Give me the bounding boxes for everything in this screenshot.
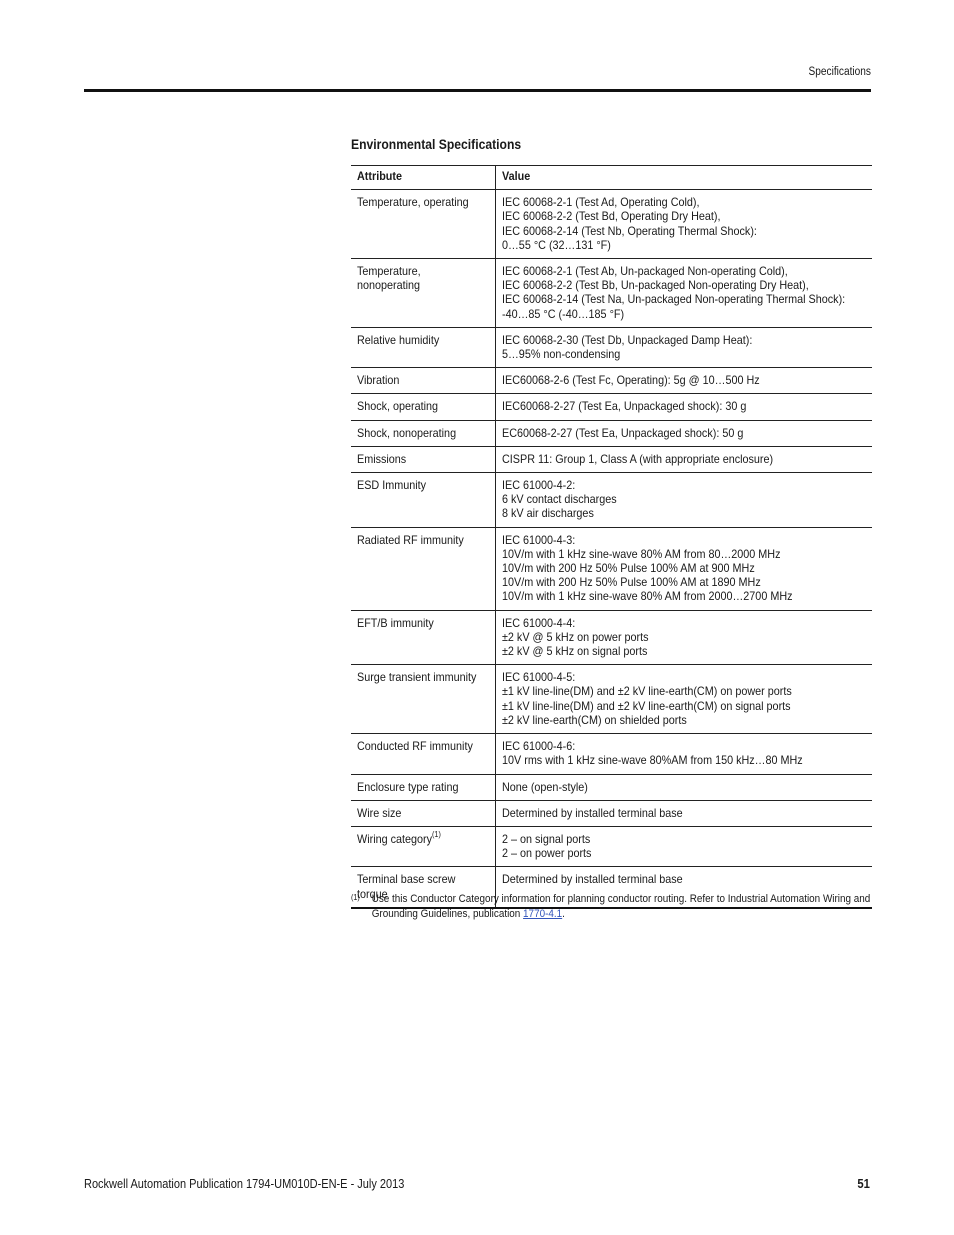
header-rule [84, 89, 871, 92]
table-row [351, 734, 872, 774]
table-row [351, 826, 872, 866]
value-cell [495, 826, 872, 866]
footnote-body [372, 892, 872, 922]
table-row [351, 190, 872, 259]
value-text: None (open-style) [501, 779, 588, 794]
attribute-cell [351, 394, 495, 420]
value-text: 10V rms with 1 kHz sine-wave 80%AM from 150 kHz…80 MHz [501, 753, 803, 768]
value-text: 2 – on signal ports [501, 831, 590, 846]
environmental-specifications-table [351, 165, 872, 909]
value-text: ±1 kV line-line(DM) and ±2 kV line-earth(CM) on power ports [501, 684, 792, 699]
footer-publication: Rockwell Automation Publication 1794-UM010D-EN-E - July 2013 [84, 1177, 405, 1191]
attribute-text: Vibration [357, 373, 400, 388]
footnote-text: Use this Conductor Category information for planning conductor routing. Refer to Industrial Automation Wiring and Grounding Guidelines, publication [371, 893, 871, 920]
attribute-text: torque [357, 886, 388, 901]
value-cell [495, 394, 872, 420]
value-text: 5…95% non-condensing [501, 347, 620, 362]
table-title: Environmental Specifications [351, 137, 522, 152]
value-cell [495, 774, 872, 800]
attribute-cell [351, 368, 495, 394]
value-text: IEC 60068-2-2 (Test Bd, Operating Dry Heat), [501, 209, 721, 224]
table-row [351, 665, 872, 734]
table-row [351, 774, 872, 800]
table-row [351, 610, 872, 665]
value-text: IEC 61000-4-4: [501, 615, 575, 630]
attribute-cell [351, 665, 495, 734]
page-header-section: Specifications [808, 66, 871, 78]
attribute-text: ESD Immunity [357, 478, 427, 493]
table-row [351, 527, 872, 610]
value-text: IEC 60068-2-14 (Test Nb, Operating Thermal Shock): [501, 223, 757, 238]
attribute-cell [351, 473, 495, 528]
attribute-text: Relative humidity [357, 332, 440, 347]
attribute-text: Temperature, operating [357, 195, 469, 210]
value-text: IEC60068-2-6 (Test Fc, Operating): 5g @ 10…500 Hz [501, 373, 760, 388]
value-text: -40…85 °C (-40…185 °F) [501, 306, 624, 321]
value-text: IEC 61000-4-2: [501, 478, 575, 493]
value-text: IEC 60068-2-30 (Test Db, Unpackaged Damp Heat): [501, 332, 752, 347]
page-number: 51 [857, 1177, 870, 1191]
value-text: ±1 kV line-line(DM) and ±2 kV line-earth(CM) on signal ports [501, 698, 791, 713]
attribute-text: Temperature, [357, 264, 421, 279]
table-row [351, 420, 872, 446]
value-cell [495, 446, 872, 472]
value-text: 10V/m with 200 Hz 50% Pulse 100% AM at 1890 MHz [501, 575, 761, 590]
table-row [351, 446, 872, 472]
value-text: IEC 60068-2-2 (Test Bb, Un-packaged Non-operating Dry Heat), [501, 278, 809, 293]
value-text: Determined by installed terminal base [501, 805, 683, 820]
value-text: 2 – on power ports [501, 846, 591, 861]
value-text: CISPR 11: Group 1, Class A (with appropriate enclosure) [501, 451, 773, 466]
attribute-cell [351, 446, 495, 472]
attribute-cell [351, 420, 495, 446]
value-text: IEC 60068-2-1 (Test Ab, Un-packaged Non-operating Cold), [501, 264, 788, 279]
attribute-cell [351, 774, 495, 800]
attribute-text: nonoperating [357, 278, 421, 293]
attribute-text: Shock, operating [357, 399, 439, 414]
attribute-text: Surge transient immunity [357, 670, 477, 685]
value-text: Determined by installed terminal base [501, 872, 683, 887]
table-row [351, 368, 872, 394]
value-text: IEC60068-2-27 (Test Ea, Unpackaged shock): 30 g [501, 399, 746, 414]
value-cell [495, 665, 872, 734]
value-text: IEC 60068-2-14 (Test Na, Un-packaged Non-operating Thermal Shock): [501, 292, 845, 307]
value-text: 10V/m with 1 kHz sine-wave 80% AM from 80…2000 MHz [501, 546, 781, 561]
value-cell [495, 368, 872, 394]
attribute-text: Conducted RF immunity [357, 739, 473, 754]
value-cell [495, 610, 872, 665]
table-row [351, 327, 872, 367]
attribute-text: Terminal base screw [357, 872, 456, 887]
value-text: IEC 61000-4-3: [501, 532, 575, 547]
attribute-cell [351, 527, 495, 610]
footnote-reference: (1) [432, 829, 441, 839]
table-row [351, 800, 872, 826]
value-cell [495, 800, 872, 826]
attribute-cell [351, 826, 495, 866]
table-row [351, 394, 872, 420]
value-cell [495, 327, 872, 367]
value-text: 10V/m with 200 Hz 50% Pulse 100% AM at 900 MHz [501, 561, 755, 576]
value-text: ±2 kV @ 5 kHz on power ports [501, 629, 649, 644]
value-cell [495, 473, 872, 528]
value-text: IEC 61000-4-6: [501, 739, 575, 754]
attribute-text: Radiated RF immunity [357, 532, 464, 547]
attribute-text: Shock, nonoperating [357, 425, 457, 440]
footnote-end: . [562, 908, 565, 920]
value-text: 0…55 °C (32…131 °F) [501, 237, 611, 252]
value-text: IEC 61000-4-5: [501, 670, 575, 685]
value-text: EC60068-2-27 (Test Ea, Unpackaged shock): 50 g [501, 425, 743, 440]
column-header-attribute: Attribute [351, 166, 495, 190]
value-text: 6 kV contact discharges [501, 492, 617, 507]
value-cell [495, 190, 872, 259]
publication-link[interactable]: 1770-4.1 [523, 908, 563, 920]
attribute-text: Wire size [357, 805, 402, 820]
attribute-text: Wiring category$^{(1)}$ [357, 829, 441, 846]
value-text: 8 kV air discharges [501, 506, 594, 521]
footnote-mark: (1) [351, 893, 360, 902]
value-text: ±2 kV @ 5 kHz on signal ports [501, 644, 647, 659]
table-header-row [351, 166, 872, 190]
value-cell [495, 420, 872, 446]
value-text: 10V/m with 1 kHz sine-wave 80% AM from 2000…2700 MHz [501, 589, 793, 604]
attribute-cell [351, 259, 495, 328]
table-row [351, 259, 872, 328]
value-cell [495, 259, 872, 328]
attribute-cell [351, 610, 495, 665]
attribute-cell [351, 734, 495, 774]
attribute-cell [351, 327, 495, 367]
attribute-cell [351, 190, 495, 259]
value-cell [495, 734, 872, 774]
attribute-text: EFT/B immunity [357, 615, 434, 630]
table-row [351, 473, 872, 528]
value-text: IEC 60068-2-1 (Test Ad, Operating Cold), [501, 195, 700, 210]
attribute-text: Emissions [357, 451, 407, 466]
value-cell [495, 527, 872, 610]
attribute-text: Enclosure type rating [357, 779, 459, 794]
attribute-cell [351, 800, 495, 826]
value-text: ±2 kV line-earth(CM) on shielded ports [501, 712, 687, 727]
column-header-value: Value [495, 166, 872, 190]
